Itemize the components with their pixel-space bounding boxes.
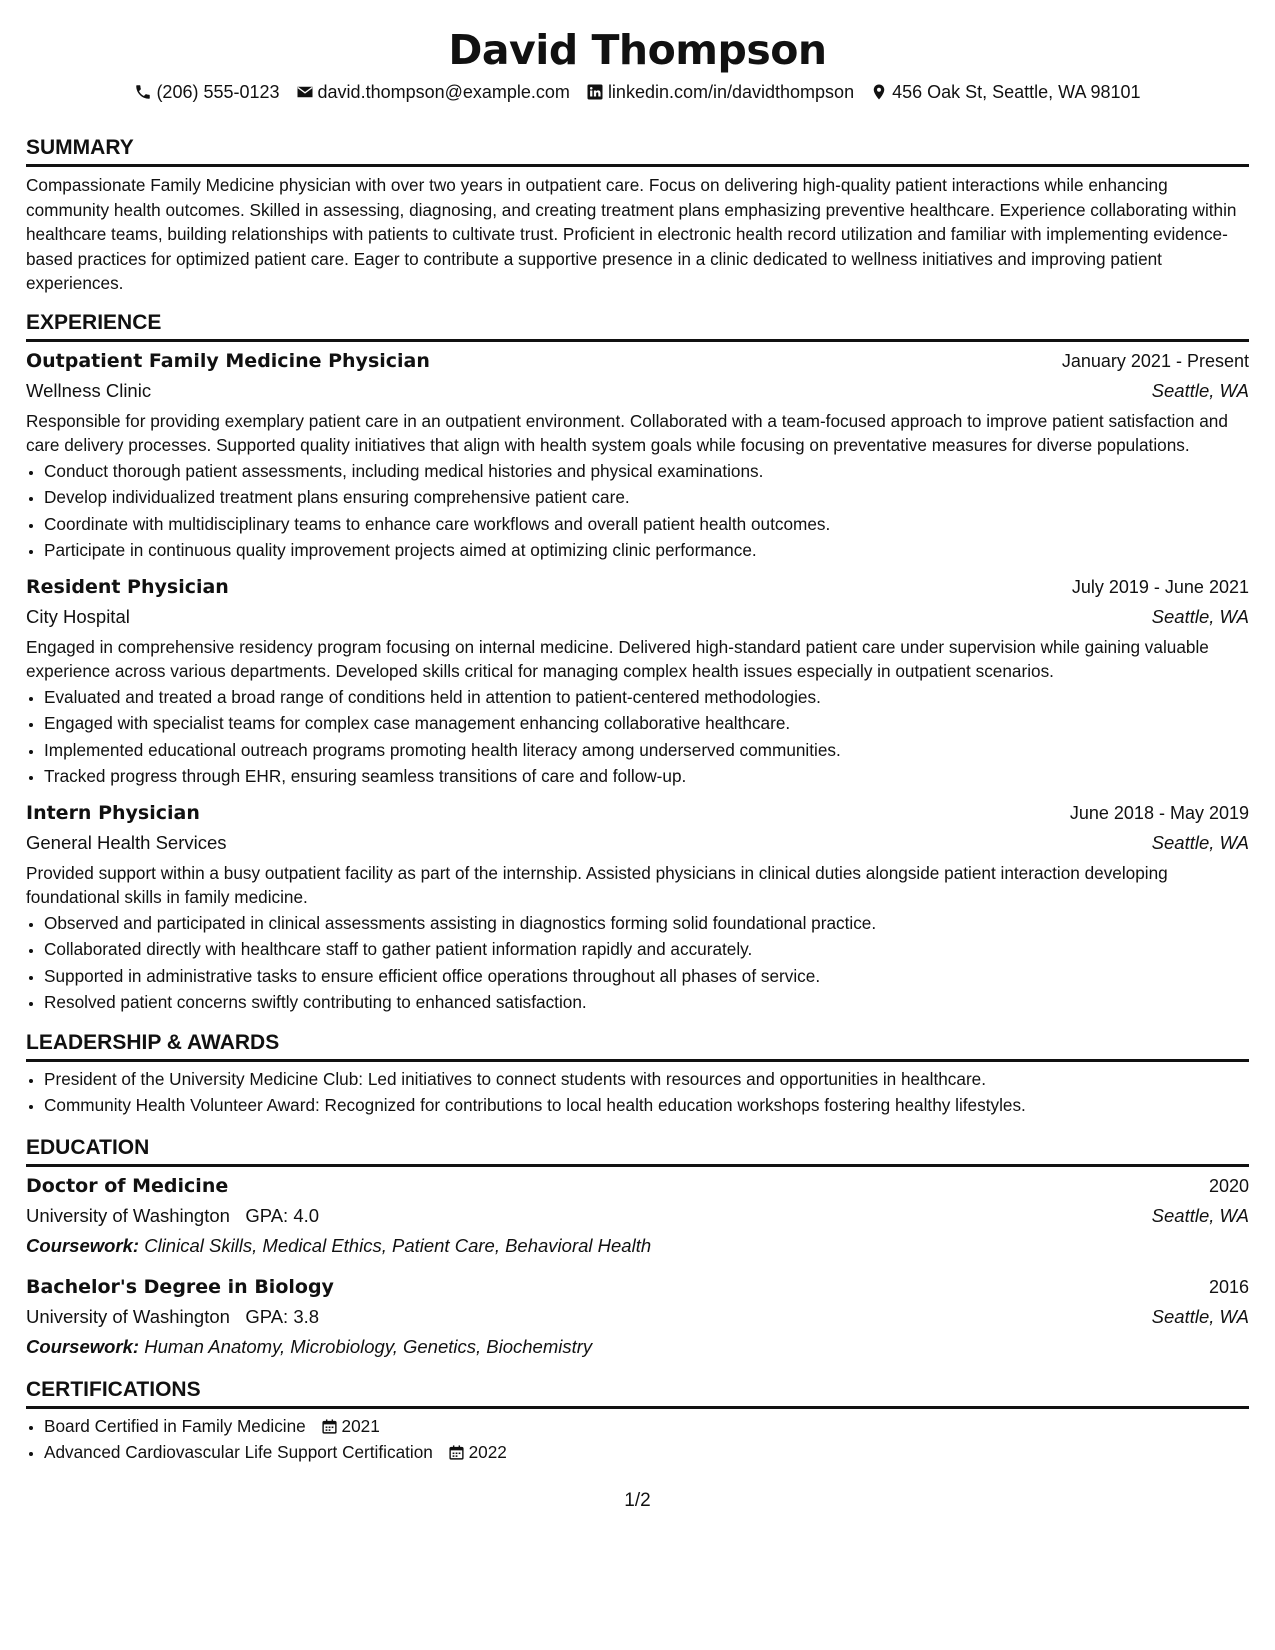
summary-text: Compassionate Family Medicine physician with over two years in outpatient care. Focus on delivering high-quality patient interactions while enhancing community health outcomes. Skilled in assessing, diagnosing, and creating treatment plans emphasizing preventive healthcare. Experience collaborating within healthcare teams, building relationships with patients to cultivate trust. Proficient in electronic health record utilization and familiar with implementing evidence-based practices for optimized patient care. Eager to contribute a supportive presence in a clinic dedicated to wellness initiatives and improving patient experiences. xyxy=(26,175,1237,293)
linkedin-icon xyxy=(586,83,604,101)
degree-subheader xyxy=(26,1201,1249,1231)
contact-phone xyxy=(134,80,279,104)
coursework-list: Clinical Skills, Medical Ethics, Patient Care, Behavioral Health xyxy=(144,1234,652,1256)
job-bullet: • Resolved patient concerns swiftly contributing to enhanced satisfaction. xyxy=(44,989,1249,1016)
school-location: Seattle, WA xyxy=(1151,1305,1249,1327)
job-entry xyxy=(26,798,1249,1016)
certification-name: Board Certified in Family Medicine xyxy=(44,1415,306,1436)
job-header xyxy=(26,798,1249,828)
section-title-summary: SUMMARY xyxy=(26,135,1249,167)
job-bullet: • Implemented educational outreach programs promoting health literacy among underserved communities. xyxy=(44,737,1249,764)
coursework-line xyxy=(26,1231,1249,1260)
candidate-name: David Thompson xyxy=(448,26,827,74)
certification-year: 2022 xyxy=(468,1442,507,1462)
certification-item xyxy=(44,1413,1249,1440)
education-entry xyxy=(26,1272,1249,1361)
calendar-icon xyxy=(321,1418,338,1435)
job-title: Intern Physician xyxy=(26,801,200,824)
phone-text: (206) 555-0123 xyxy=(156,82,280,102)
leadership-section xyxy=(26,1030,1249,1119)
job-title: Resident Physician xyxy=(26,575,229,598)
map-pin-icon xyxy=(870,83,888,101)
certification-year: 2021 xyxy=(341,1415,380,1436)
coursework-label: Coursework: xyxy=(26,1234,140,1256)
job-dates: July 2019 - June 2021 xyxy=(1071,576,1249,597)
job-description: Provided support within a busy outpatient facility as part of the internship. Assisted physicians in clinical duties alongside patient interaction developing foundational skills in family medicine. xyxy=(26,862,1168,907)
school-line xyxy=(26,1302,319,1332)
job-bullets xyxy=(26,684,1249,790)
job-dates: June 2018 - May 2019 xyxy=(1069,802,1249,823)
job-organization: General Health Services xyxy=(26,831,227,853)
job-organization: City Hospital xyxy=(26,605,130,627)
job-bullet: • Develop individualized treatment plans ensuring comprehensive patient care. xyxy=(44,484,1249,511)
degree-header xyxy=(26,1272,1249,1302)
email-text[interactable]: david.thompson@example.com xyxy=(317,82,570,102)
job-bullet: • Conduct thorough patient assessments, including medical histories and physical examinations. xyxy=(44,458,1249,485)
school-line xyxy=(26,1201,319,1231)
contact-bar xyxy=(26,80,1249,104)
job-bullets xyxy=(26,458,1249,564)
degree-title: Bachelor's Degree in Biology xyxy=(26,1275,334,1298)
job-location: Seattle, WA xyxy=(1151,605,1249,627)
experience-section xyxy=(26,310,1249,1016)
section-title-certifications: CERTIFICATIONS xyxy=(26,1377,1249,1409)
job-bullet: • Observed and participated in clinical assessments assisting in diagnostics forming solid foundational practice. xyxy=(44,910,1249,937)
job-description: Engaged in comprehensive residency program focusing on internal medicine. Delivered high-standard patient care under supervision while gaining valuable experience across various departments. Developed skills critical for managing complex health issues especially in outpatient scenarios. xyxy=(26,636,1209,681)
page-number: 1/2 xyxy=(624,1490,651,1511)
degree-title: Doctor of Medicine xyxy=(26,1174,229,1197)
linkedin-text[interactable]: linkedin.com/in/davidthompson xyxy=(607,82,855,102)
job-bullet: • Supported in administrative tasks to ensure efficient office operations throughout all phases of service. xyxy=(44,963,1249,990)
contact-address xyxy=(870,80,1140,104)
job-subheader xyxy=(26,376,1249,406)
gpa: GPA: 4.0 xyxy=(245,1204,320,1226)
degree-year: 2016 xyxy=(1208,1276,1249,1297)
leadership-item: • Community Health Volunteer Award: Recognized for contributions to local health education workshops fostering healthy lifestyles. xyxy=(44,1092,1249,1119)
job-location: Seattle, WA xyxy=(1151,831,1249,853)
certifications-section xyxy=(26,1377,1249,1466)
job-entry xyxy=(26,572,1249,790)
degree-subheader xyxy=(26,1302,1249,1332)
coursework-list: Human Anatomy, Microbiology, Genetics, Biochemistry xyxy=(144,1335,593,1357)
job-entry xyxy=(26,346,1249,564)
gpa: GPA: 3.8 xyxy=(245,1305,320,1327)
job-organization: Wellness Clinic xyxy=(26,379,152,401)
address-text: 456 Oak St, Seattle, WA 98101 xyxy=(892,82,1141,102)
coursework-line xyxy=(26,1332,1249,1361)
job-bullet: • Engaged with specialist teams for complex case management enhancing collaborative healthcare. xyxy=(44,710,1249,737)
job-subheader xyxy=(26,602,1249,632)
job-bullet: • Participate in continuous quality improvement projects aimed at optimizing clinic performance. xyxy=(44,537,1249,564)
school-location: Seattle, WA xyxy=(1151,1204,1249,1226)
school-name: University of Washington xyxy=(26,1305,230,1327)
job-subheader xyxy=(26,828,1249,858)
summary-section xyxy=(26,135,1249,296)
leadership-item: • President of the University Medicine Club: Led initiatives to connect students with resources and opportunities in healthcare. xyxy=(44,1066,1249,1093)
job-dates: January 2021 - Present xyxy=(1061,350,1249,371)
envelope-icon xyxy=(296,83,314,101)
job-header xyxy=(26,572,1249,602)
job-bullet: • Evaluated and treated a broad range of conditions held in attention to patient-centered methodologies. xyxy=(44,684,1249,711)
certifications-list xyxy=(26,1413,1249,1466)
school-name: University of Washington xyxy=(26,1204,230,1226)
job-description: Responsible for providing exemplary patient care in an outpatient environment. Collaborated with a team-focused approach to improve patient satisfaction and care delivery processes. Supported quality initiatives that align with health system goals while focusing on preventative measures for diverse populations. xyxy=(26,410,1228,455)
section-title-education: EDUCATION xyxy=(26,1135,1249,1167)
contact-email[interactable] xyxy=(296,80,570,104)
degree-header xyxy=(26,1171,1249,1201)
job-bullet: • Coordinate with multidisciplinary teams to enhance care workflows and overall patient health outcomes. xyxy=(44,511,1249,538)
coursework-label: Coursework: xyxy=(26,1335,140,1357)
job-location: Seattle, WA xyxy=(1151,379,1249,401)
section-title-leadership: LEADERSHIP & AWARDS xyxy=(26,1030,1249,1062)
job-title: Outpatient Family Medicine Physician xyxy=(26,349,430,372)
calendar-icon xyxy=(448,1444,465,1461)
degree-year: 2020 xyxy=(1208,1175,1249,1196)
certification-name: Advanced Cardiovascular Life Support Certification xyxy=(44,1442,433,1462)
job-bullet: • Collaborated directly with healthcare staff to gather patient information rapidly and accurately. xyxy=(44,936,1249,963)
leadership-list xyxy=(26,1066,1249,1119)
phone-icon xyxy=(134,83,152,101)
certification-item xyxy=(44,1439,1249,1466)
job-bullets xyxy=(26,910,1249,1016)
job-header xyxy=(26,346,1249,376)
section-title-experience: EXPERIENCE xyxy=(26,310,1249,342)
contact-linkedin[interactable] xyxy=(586,80,854,104)
job-bullet: • Tracked progress through EHR, ensuring seamless transitions of care and follow-up. xyxy=(44,763,1249,790)
education-entry xyxy=(26,1171,1249,1260)
education-section xyxy=(26,1135,1249,1361)
